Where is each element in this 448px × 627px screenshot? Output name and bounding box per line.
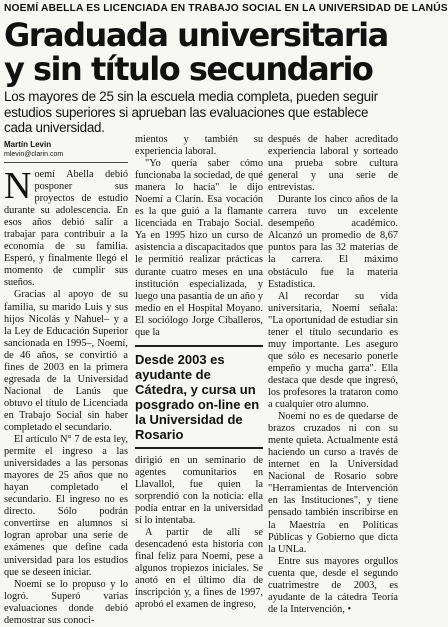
body-paragraph [4,165,128,289]
article-headline: Graduada universitaria y sin título secundario [4,16,388,88]
body-paragraph: El artículo N° 7 de esta ley, permite el ingreso a las universidades a las personas mayores de 25 años que no hayan completado el secundario. El ingreso no es directo. Sólo podrán convertirse en alumnos si logran aprobar una serie de exámenes que define cada universidad para los estudios que se deseen iniciar. [4,434,128,578]
article-column-3 [268,134,398,616]
body-paragraph: dirigió en un seminario de agentes comunitarios en Llavallol, fue quien la sorprendió con la noticia: ella podía entrar en la universidad sí lo intentaba. [135,454,263,527]
pull-quote: Desde 2003 es ayudante de Cátedra, y cursa un posgrado on-line en la Universidad de Rosario [135,345,263,449]
body-paragraph: "Yo quería saber cómo funcionaba la sociedad, de qué manera lo hacía" le dijo Noemí a Clarín. Esa vocación es la que guió a la flamante licenciada en Trabajo Social. Ya en 1995 hizo un curso de asistencia a discapacitados que le permitió realizar prácticas durante cuatro meses en una institución especializada, y luego una pasantía de un año y medio en el Hospital Moyano. El sociólogo Jorge Ciballeros, que la [135,158,263,338]
byline-author: Martín Levin [4,140,52,149]
body-paragraph: Gracias al apoyo de su familia, su marido Luis y sus hijos Nicolás y Nahuel– y a la Ley de Educación Superior sancionada en 1995–, Noemí, de 46 años, se convirtió a fines de 2003 en la primera egresada de la Universidad Nacional de Lanús que obtuvo el título de Licenciada en Trabajo Social sin haber completado el secundario. [4,289,128,433]
byline-email: mlevin@clarin.com [4,150,128,163]
article-deck: Los mayores de 25 sin la escuela media completa, pueden seguir estudios superiores si aprueban las evaluaciones que establece cada universidad. [4,89,378,135]
article-column-2 [135,134,263,611]
body-paragraph: Entre sus mayores orgullos cuenta que, desde el segundo cuatrimestre de 2003, es ayudante de la cátedra Teoría de la Intervención, • [268,555,398,615]
body-paragraph: A partir de allí se desencadenó esta historia con final feliz para Noemí, pese a algunos tropiezos iniciales. Se anotó en el último día de inscripción y, a fines de 1997, aprobó el examen de ingreso, [135,527,263,611]
body-paragraph: mientos y también su experiencia laboral. [135,134,263,158]
body-paragraph: Noemí se lo propuso y lo logró. Superó varias evaluaciones donde debió demostrar sus conoci- [4,578,128,626]
body-text: oemí Abella debió posponer sus proyectos de estudio durante su adolescencia. En esos años debió salir a trabajar para contribuir a la economía de su familia. Esperó, y finalmente llegó el momento de cumplir sus sueños. [4,169,128,289]
body-paragraph: Noemí no es de quedarse de brazos cruzados ni con su mente quieta. Actualmente está haciendo un curso a través de internet en la Universidad Nacional de Rosario sobre "Herramientas de Intervención en las Instituciones", y tiene pensado también inscribirse en la Maestría en Políticas Públicas y Gobierno que dicta la UNLa. [268,411,398,555]
article-kicker: NOEMÍ ABELLA ES LICENCIADA EN TRABAJO SOCIAL EN LA UNIVERSIDAD DE LANÚS [4,3,448,14]
drop-cap: N [4,165,32,207]
article-column-1 [4,134,128,627]
body-paragraph: después de haber acreditado experiencia laboral y sorteado una prueba sobre cultura general y una serie de entrevistas. [268,134,398,194]
body-paragraph: Al recordar su vida universitaria, Noemí señala: "La oportunidad de estudiar sin tener el título secundario es muy importante. Les aseguro que sólo es necesario ponerle empeño y mucha garra". Ella destaca que desde que ingresó, los profesores la trataron como a cualquier otro alumno. [268,290,398,411]
body-paragraph: Durante los cinco años de la carrera tuvo un excelente desempeño académico. Alcanzó un promedio de 8,67 puntos para las 32 materias de la carrera. El máximo obstáculo fue la materia Estadística. [268,194,398,290]
